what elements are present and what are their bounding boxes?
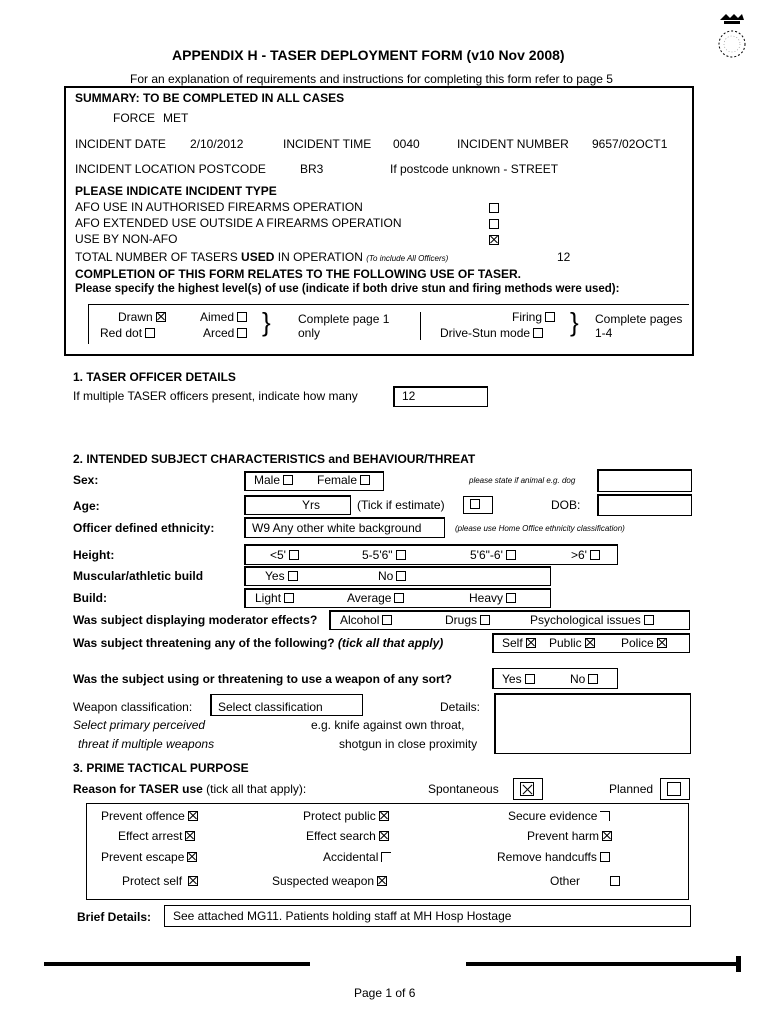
- secure-evidence-checkbox[interactable]: [600, 811, 610, 821]
- completion-sub: Please specify the highest level(s) of use (indicate if both drive stun and firing methods were used):: [75, 283, 620, 295]
- drive-stun-checkbox[interactable]: [533, 328, 543, 338]
- other-option: Other: [550, 874, 620, 888]
- aimed-label: Aimed: [200, 310, 247, 324]
- weapon-class-label: Weapon classification:: [73, 700, 193, 714]
- male-option: Male: [254, 473, 293, 487]
- height-over6: >6': [571, 548, 600, 562]
- total-tasers-used: USED: [241, 250, 275, 264]
- male-checkbox[interactable]: [283, 475, 293, 485]
- suspected-weapon-checkbox[interactable]: [377, 876, 387, 886]
- height-over6-checkbox[interactable]: [590, 550, 600, 560]
- height-5-56: 5-5'6": [362, 548, 406, 562]
- female-checkbox[interactable]: [360, 475, 370, 485]
- complete-pages-label: Complete pages: [595, 312, 683, 326]
- prevent-escape: Prevent escape: [101, 850, 197, 864]
- height-under5-checkbox[interactable]: [289, 550, 299, 560]
- threat-public: Public: [549, 636, 595, 650]
- drawn-label: Drawn: [118, 310, 166, 324]
- protect-public: Protect public: [303, 809, 389, 823]
- details-label: Details:: [440, 700, 481, 714]
- height-5-56-checkbox[interactable]: [396, 550, 406, 560]
- weapon-no: No: [570, 672, 598, 686]
- moderator-label: Was subject displaying moderator effects?: [73, 613, 318, 627]
- total-tasers-value[interactable]: 12: [557, 250, 571, 264]
- weapon-class-value: Select classification: [218, 700, 323, 714]
- muscular-yes-checkbox[interactable]: [288, 571, 298, 581]
- firing-checkbox[interactable]: [545, 312, 555, 322]
- weapon-label: Was the subject using or threatening to use a weapon of any sort?: [73, 672, 452, 686]
- height-field: [244, 544, 618, 565]
- muscular-label: Muscular/athletic build: [73, 569, 204, 583]
- effect-arrest: Effect arrest: [118, 829, 195, 843]
- yrs-label: Yrs: [302, 498, 320, 512]
- street-note: If postcode unknown - STREET: [390, 162, 559, 176]
- force-label: FORCE: [113, 111, 155, 125]
- reason-row: [73, 782, 306, 796]
- form-title: APPENDIX H - TASER DEPLOYMENT FORM (v10 Nov 2008): [172, 47, 565, 63]
- arced-label: Arced: [203, 326, 247, 340]
- total-tasers-row: [75, 250, 448, 264]
- incident-number-value[interactable]: 9657/02OCT1: [592, 137, 668, 151]
- page-number: Page 1 of 6: [354, 986, 416, 1000]
- drugs-checkbox[interactable]: [480, 615, 490, 625]
- incident-time-value[interactable]: 0040: [393, 137, 420, 151]
- left-brace: }: [262, 307, 271, 337]
- weapon-yes: Yes: [502, 672, 535, 686]
- build-heavy-checkbox[interactable]: [506, 593, 516, 603]
- weapon-no-checkbox[interactable]: [588, 674, 598, 684]
- prevent-escape-checkbox[interactable]: [187, 852, 197, 862]
- ethnicity-note: (please use Home Office ethnicity classification): [455, 524, 625, 533]
- threatening-row: [73, 636, 443, 650]
- age-label: Age:: [73, 499, 100, 513]
- secure-evidence: Secure evidence: [508, 809, 610, 823]
- female-option: Female: [317, 473, 370, 487]
- section1-heading: 1. TASER OFFICER DETAILS: [73, 370, 236, 384]
- animal-note: please state if animal e.g. dog: [469, 476, 576, 485]
- threat-police: Police: [621, 636, 667, 650]
- muscular-yes: Yes: [265, 569, 298, 583]
- type-non-afo-checkbox[interactable]: [486, 233, 499, 247]
- only-label: only: [298, 326, 321, 340]
- brief-details-input[interactable]: [164, 905, 691, 927]
- moderator-drugs: Drugs: [445, 613, 490, 627]
- aimed-checkbox[interactable]: [237, 312, 247, 322]
- force-value[interactable]: MET: [163, 111, 189, 125]
- threatening-note: (tick all that apply): [337, 636, 444, 650]
- shotgun-note: shotgun in close proximity: [339, 737, 478, 751]
- other-checkbox[interactable]: [610, 876, 620, 886]
- moderator-psych: Psychological issues: [530, 613, 654, 627]
- divider-left: [420, 312, 421, 340]
- height-label: Height:: [73, 548, 115, 562]
- effect-arrest-checkbox[interactable]: [185, 831, 195, 841]
- build-heavy: Heavy: [469, 591, 516, 605]
- location-label: INCIDENT LOCATION POSTCODE: [75, 162, 266, 176]
- section3-heading: 3. PRIME TACTICAL PURPOSE: [73, 761, 249, 775]
- type-afo-ext-checkbox[interactable]: [486, 217, 499, 231]
- footer-rule-left: [44, 962, 310, 966]
- red-dot-checkbox[interactable]: [145, 328, 155, 338]
- dob-input[interactable]: [597, 494, 692, 516]
- remove-handcuffs-checkbox[interactable]: [600, 852, 610, 862]
- build-light-checkbox[interactable]: [284, 593, 294, 603]
- height-under5: <5': [270, 548, 299, 562]
- incident-type-heading: PLEASE INDICATE INCIDENT TYPE: [75, 184, 277, 198]
- spontaneous-label: Spontaneous: [428, 782, 499, 796]
- dob-label: DOB:: [551, 498, 581, 512]
- select-primary-note: Select primary perceived: [73, 718, 206, 732]
- threat-police-checkbox[interactable]: [657, 638, 667, 648]
- build-average-checkbox[interactable]: [394, 593, 404, 603]
- threat-multiple-note: threat if multiple weapons: [78, 737, 215, 751]
- estimate-checkbox-field[interactable]: [463, 496, 493, 514]
- type-afo-checkbox[interactable]: [486, 201, 499, 215]
- use-level-frame-top: [88, 304, 689, 305]
- effect-search: Effect search: [306, 829, 389, 843]
- weapon-class-select[interactable]: [210, 694, 363, 716]
- use-level-frame-left: [88, 304, 89, 344]
- pages-range-label: 1-4: [595, 326, 613, 340]
- psych-checkbox[interactable]: [644, 615, 654, 625]
- threatening-label: Was subject threatening any of the following?: [73, 636, 335, 650]
- incident-date-value[interactable]: 2/10/2012: [190, 137, 244, 151]
- multiple-officers-input[interactable]: [393, 386, 488, 407]
- drawn-checkbox[interactable]: [156, 312, 166, 322]
- height-56-6: 5'6"-6': [470, 548, 516, 562]
- threat-self: Self: [502, 636, 536, 650]
- age-input[interactable]: [244, 495, 351, 515]
- protect-public-checkbox[interactable]: [379, 811, 389, 821]
- total-tasers-tail: IN OPERATION: [277, 250, 363, 264]
- ethnicity-select[interactable]: [244, 517, 445, 538]
- animal-input[interactable]: [597, 469, 692, 492]
- completion-heading: COMPLETION OF THIS FORM RELATES TO THE FOLLOWING USE OF TASER.: [75, 267, 521, 281]
- threat-public-checkbox[interactable]: [585, 638, 595, 648]
- crest-logo-icon: [712, 12, 752, 62]
- remove-handcuffs: Remove handcuffs: [497, 850, 610, 864]
- prevent-harm-checkbox[interactable]: [602, 831, 612, 841]
- build-label: Build:: [73, 591, 107, 605]
- prevent-harm: Prevent harm: [527, 829, 612, 843]
- brief-details-value: See attached MG11. Patients holding staff at MH Hosp Hostage: [173, 909, 512, 923]
- reason-note: (tick all that apply):: [206, 782, 307, 796]
- total-tasers-label: TOTAL NUMBER OF TASERS: [75, 250, 238, 264]
- effect-search-checkbox[interactable]: [379, 831, 389, 841]
- accidental-checkbox[interactable]: [381, 852, 391, 862]
- right-brace: }: [570, 307, 579, 337]
- red-dot-label: Red dot: [100, 326, 155, 340]
- threat-self-checkbox[interactable]: [526, 638, 536, 648]
- moderator-alcohol: Alcohol: [340, 613, 392, 627]
- footer-rule-end-mark: [736, 956, 741, 972]
- section2-heading: 2. INTENDED SUBJECT CHARACTERISTICS and BEHAVIOUR/THREAT: [73, 452, 476, 466]
- incident-time-label: INCIDENT TIME: [283, 137, 372, 151]
- muscular-no-checkbox[interactable]: [396, 571, 406, 581]
- weapon-details-input[interactable]: [494, 693, 691, 754]
- muscular-no: No: [378, 569, 406, 583]
- multiple-officers-value: 12: [402, 389, 416, 403]
- planned-field[interactable]: [660, 778, 690, 800]
- type-afo-label: AFO USE IN AUTHORISED FIREARMS OPERATION: [75, 200, 363, 214]
- footer-rule-right: [466, 962, 738, 966]
- brief-details-label: Brief Details:: [77, 910, 152, 924]
- type-afo-ext-label: AFO EXTENDED USE OUTSIDE A FIREARMS OPERATION: [75, 216, 402, 230]
- location-value[interactable]: BR3: [300, 162, 324, 176]
- tick-estimate-label: (Tick if estimate): [357, 498, 445, 512]
- protect-self: Protect self: [122, 874, 198, 888]
- ethnicity-value: W9 Any other white background: [252, 521, 422, 535]
- reason-label: Reason for TASER use: [73, 782, 203, 796]
- prevent-offence: Prevent offence: [101, 809, 198, 823]
- accidental: Accidental: [323, 850, 391, 864]
- protect-self-checkbox[interactable]: [188, 876, 198, 886]
- prevent-offence-checkbox[interactable]: [188, 811, 198, 821]
- ethnicity-label: Officer defined ethnicity:: [73, 521, 215, 535]
- alcohol-checkbox[interactable]: [382, 615, 392, 625]
- spontaneous-field[interactable]: [513, 778, 543, 800]
- type-non-afo-label: USE BY NON-AFO: [75, 232, 178, 246]
- build-light: Light: [255, 591, 294, 605]
- suspected-weapon: Suspected weapon: [272, 874, 387, 888]
- firing-label: Firing: [512, 310, 555, 324]
- incident-number-label: INCIDENT NUMBER: [457, 137, 569, 151]
- incident-date-label: INCIDENT DATE: [75, 137, 166, 151]
- summary-heading: SUMMARY: TO BE COMPLETED IN ALL CASES: [75, 91, 345, 105]
- drive-stun-label: Drive-Stun mode: [440, 326, 543, 340]
- build-average: Average: [347, 591, 404, 605]
- height-56-6-checkbox[interactable]: [506, 550, 516, 560]
- total-tasers-note: (To include All Officers): [366, 254, 449, 263]
- weapon-yes-checkbox[interactable]: [525, 674, 535, 684]
- planned-label: Planned: [609, 782, 654, 796]
- complete-page1-label: Complete page 1: [298, 312, 390, 326]
- arced-checkbox[interactable]: [237, 328, 247, 338]
- sex-label: Sex:: [73, 473, 99, 487]
- eg-knife-note: e.g. knife against own throat,: [311, 718, 465, 732]
- form-subtitle: For an explanation of requirements and instructions for completing this form refer to page 5: [130, 72, 613, 86]
- multiple-officers-label: If multiple TASER officers present, indicate how many: [73, 389, 358, 403]
